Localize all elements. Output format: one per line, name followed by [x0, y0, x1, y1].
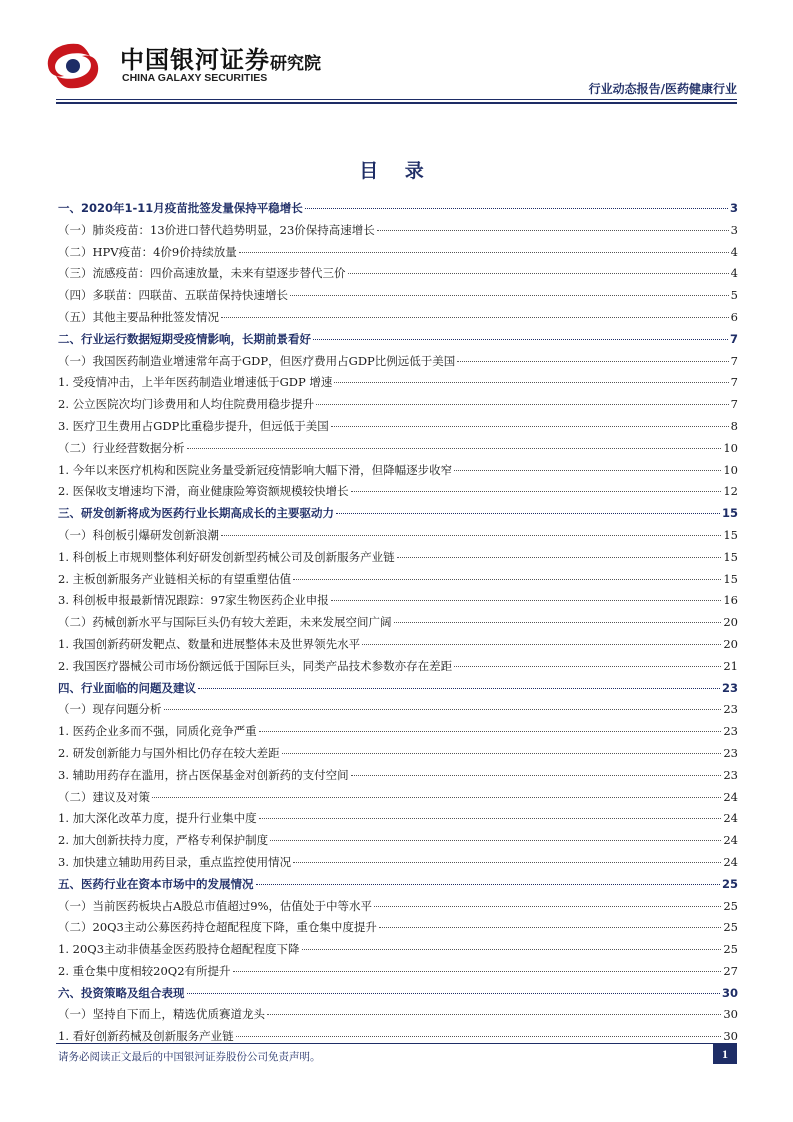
- toc-entry-page: 24: [723, 854, 738, 869]
- toc-entry-level-2[interactable]: [58, 699, 738, 721]
- toc-entry-level-2[interactable]: [58, 1004, 738, 1026]
- toc-entry-level-3[interactable]: [58, 852, 738, 874]
- header-divider-thick: [56, 102, 737, 104]
- toc-dot-leader: [282, 753, 722, 754]
- toc-dot-leader: [221, 535, 721, 536]
- toc-dot-leader: [334, 382, 728, 383]
- toc-dot-leader: [187, 993, 720, 994]
- toc-entry-page: 4: [730, 266, 738, 281]
- toc-entry-label: （一）坚持自下而上，精选优质赛道龙头: [58, 1007, 265, 1022]
- toc-entry-label: 2. 研发创新能力与国外相比仍存在较大差距: [58, 745, 280, 760]
- toc-entry-page: 20: [723, 615, 738, 630]
- toc-entry-label: （二）药械创新水平与国际巨头仍有较大差距，未来发展空间广阔: [58, 615, 392, 630]
- institute-name: 研究院: [270, 54, 321, 74]
- toc-entry-label: 2. 重仓集中度相较20Q2有所提升: [58, 963, 231, 978]
- toc-entry-page: 16: [723, 593, 738, 608]
- page-number: 1: [713, 1044, 737, 1064]
- toc-entry-level-2[interactable]: [58, 896, 738, 918]
- toc-entry-page: 20: [723, 636, 738, 651]
- toc-entry-page: 15: [723, 571, 738, 586]
- toc-entry-page: 24: [723, 789, 738, 804]
- toc-entry-page: 10: [723, 462, 738, 477]
- toc-entry-level-3[interactable]: [58, 721, 738, 743]
- brand-name-en: CHINA GALAXY SECURITIES: [122, 72, 268, 84]
- toc-entry-label: 2. 我国医疗器械公司市场份额远低于国际巨头，同类产品技术参数亦存在差距: [58, 658, 453, 673]
- toc-entry-page: 27: [723, 963, 738, 978]
- toc-entry-level-3[interactable]: [58, 460, 738, 482]
- toc-entry-page: 10: [723, 440, 738, 455]
- toc-dot-leader: [377, 230, 729, 231]
- toc-entry-label: （三）流感疫苗：四价高速放量，未来有望逐步替代三价: [58, 266, 346, 281]
- toc-entry-level-2[interactable]: [58, 787, 738, 809]
- toc-entry-level-1[interactable]: [58, 874, 738, 896]
- toc-entry-page: 23: [723, 724, 738, 739]
- toc-dot-leader: [164, 709, 722, 710]
- toc-entry-label: 五、医药行业在资本市场中的发展情况: [58, 876, 254, 891]
- toc-entry-label: （一）肺炎疫苗：13价进口替代趋势明显，23价保持高速增长: [58, 222, 375, 237]
- toc-entry-page: 23: [723, 702, 738, 717]
- toc-dot-leader: [351, 491, 722, 492]
- toc-entry-page: 15: [723, 527, 738, 542]
- toc-entry-page: 3: [730, 222, 738, 237]
- footer-disclaimer: 请务必阅读正文最后的中国银河证券股份公司免责声明。: [58, 1051, 321, 1063]
- toc-entry-page: 7: [730, 375, 738, 390]
- toc-dot-leader: [457, 361, 728, 362]
- toc-dot-leader: [259, 731, 722, 732]
- toc-entry-label: （四）多联苗：四联苗、五联苗保持快速增长: [58, 288, 288, 303]
- toc-dot-leader: [152, 797, 721, 798]
- toc-dot-leader: [362, 644, 721, 645]
- toc-entry-label: 1. 医药企业多而不强，同质化竞争严重: [58, 724, 257, 739]
- toc-entry-level-1[interactable]: [58, 198, 738, 220]
- toc-entry-level-2[interactable]: [58, 612, 738, 634]
- toc-dot-leader: [198, 688, 720, 689]
- toc-entry-page: 3: [729, 201, 738, 215]
- toc-entry-level-3[interactable]: [58, 394, 738, 416]
- toc-entry-label: （二）行业经营数据分析: [58, 440, 185, 455]
- toc-entry-label: 1. 今年以来医疗机构和医院业务量受新冠疫情影响大幅下滑，但降幅逐步收窄: [58, 462, 453, 477]
- toc-entry-page: 8: [730, 418, 738, 433]
- toc-dot-leader: [302, 949, 722, 950]
- toc-entry-label: 3. 加快建立辅助用药目录，重点监控使用情况: [58, 854, 292, 869]
- toc-entry-page: 4: [730, 244, 738, 259]
- toc-entry-level-3[interactable]: [58, 939, 738, 961]
- brand-name-cn: 中国银河证券: [120, 46, 270, 74]
- report-type-label: 行业动态报告/医药健康行业: [588, 82, 737, 96]
- toc-entry-level-3[interactable]: [58, 830, 738, 852]
- toc-dot-leader: [236, 1036, 722, 1037]
- toc-entry-page: 23: [723, 767, 738, 782]
- toc-entry-label: 1. 看好创新药械及创新服务产业链: [58, 1029, 234, 1044]
- toc-dot-leader: [374, 906, 721, 907]
- toc-entry-label: （二）HPV疫苗：4价9价持续放量: [58, 244, 237, 259]
- toc-dot-leader: [331, 426, 729, 427]
- toc-dot-leader: [233, 971, 722, 972]
- toc-entry-label: 一、2020年1-11月疫苗批签发量保持平稳增长: [58, 201, 303, 215]
- header-divider: [56, 99, 737, 100]
- toc-entry-level-3[interactable]: [58, 765, 738, 787]
- toc-entry-label: 二、行业运行数据短期受疫情影响，长期前景看好: [58, 331, 311, 346]
- toc-dot-leader: [221, 317, 729, 318]
- toc-entry-page: 30: [721, 985, 738, 1000]
- footer-divider: [56, 1043, 737, 1044]
- toc-entry-level-3[interactable]: [58, 808, 738, 830]
- toc-dot-leader: [267, 1014, 721, 1015]
- toc-entry-label: 2. 加大创新扶持力度，严格专利保护制度: [58, 833, 269, 848]
- toc-entry-page: 6: [730, 309, 738, 324]
- toc-entry-level-3[interactable]: [58, 656, 738, 678]
- toc-entry-label: （五）其他主要品种批签发情况: [58, 309, 219, 324]
- toc-entry-label: 六、投资策略及组合表现: [58, 985, 185, 1000]
- toc-dot-leader: [331, 600, 722, 601]
- toc-entry-page: 25: [723, 898, 738, 913]
- toc-entry-label: 3. 科创板申报最新情况跟踪：97家生物医药企业申报: [58, 593, 329, 608]
- toc-entry-level-2[interactable]: [58, 525, 738, 547]
- toc-dot-leader: [454, 666, 721, 667]
- toc-entry-level-3[interactable]: [58, 481, 738, 503]
- toc-entry-level-2[interactable]: [58, 242, 738, 264]
- toc-entry-level-2[interactable]: [58, 917, 738, 939]
- table-of-contents: [58, 198, 738, 1048]
- toc-entry-page: 24: [723, 811, 738, 826]
- toc-dot-leader: [293, 862, 721, 863]
- toc-dot-leader: [397, 557, 722, 558]
- toc-dot-leader: [270, 840, 721, 841]
- toc-entry-label: 1. 我国创新药研发靶点、数量和进展整体未及世界领先水平: [58, 636, 361, 651]
- toc-entry-page: 7: [730, 397, 738, 412]
- toc-dot-leader: [313, 339, 728, 340]
- toc-entry-level-1[interactable]: [58, 678, 738, 700]
- toc-entry-label: 1. 加大深化改革力度，提升行业集中度: [58, 811, 257, 826]
- toc-entry-level-3[interactable]: [58, 634, 738, 656]
- toc-dot-leader: [394, 622, 722, 623]
- toc-entry-label: 1. 20Q3主动非债基金医药股持仓超配程度下降: [58, 942, 300, 957]
- toc-entry-page: 5: [730, 288, 738, 303]
- toc-entry-label: 2. 主板创新服务产业链相关标的有望重塑估值: [58, 571, 292, 586]
- toc-entry-page: 12: [723, 484, 738, 499]
- toc-entry-level-1[interactable]: [58, 983, 738, 1005]
- toc-entry-page: 25: [723, 920, 738, 935]
- toc-entry-level-3[interactable]: [58, 1026, 738, 1048]
- toc-entry-label: （二）20Q3主动公募医药持仓超配程度下降，重仓集中度提升: [58, 920, 377, 935]
- toc-entry-page: 23: [721, 680, 738, 695]
- toc-entry-label: 2. 医保收支增速均下滑，商业健康险筹资额规模较快增长: [58, 484, 349, 499]
- toc-entry-label: 2. 公立医院次均门诊费用和人均住院费用稳步提升: [58, 397, 315, 412]
- toc-dot-leader: [259, 818, 722, 819]
- toc-dot-leader: [351, 775, 722, 776]
- toc-dot-leader: [187, 448, 722, 449]
- toc-entry-level-1[interactable]: [58, 329, 738, 351]
- toc-dot-leader: [305, 208, 728, 209]
- toc-entry-page: 23: [723, 745, 738, 760]
- toc-entry-level-3[interactable]: [58, 372, 738, 394]
- toc-dot-leader: [239, 252, 729, 253]
- toc-entry-level-2[interactable]: [58, 307, 738, 329]
- toc-entry-page: 24: [723, 833, 738, 848]
- toc-entry-label: 3. 医疗卫生费用占GDP比重稳步提升，但远低于美国: [58, 418, 329, 433]
- toc-dot-leader: [379, 927, 721, 928]
- toc-entry-label: 1. 受疫情冲击，上半年医药制造业增速低于GDP 增速: [58, 375, 333, 390]
- toc-dot-leader: [293, 579, 721, 580]
- toc-entry-label: 3. 辅助用药存在滥用，挤占医保基金对创新药的支付空间: [58, 767, 349, 782]
- toc-entry-label: （二）建议及对策: [58, 789, 150, 804]
- company-logo: [38, 36, 343, 94]
- toc-entry-label: 1. 科创板上市规则整体利好研发创新型药械公司及创新服务产业链: [58, 549, 395, 564]
- toc-dot-leader: [348, 273, 729, 274]
- toc-title: 目 录: [359, 160, 434, 182]
- toc-entry-page: 25: [723, 942, 738, 957]
- toc-entry-level-3[interactable]: [58, 961, 738, 983]
- toc-entry-level-3[interactable]: [58, 743, 738, 765]
- toc-entry-level-2[interactable]: [58, 351, 738, 373]
- toc-dot-leader: [454, 470, 721, 471]
- toc-dot-leader: [336, 513, 720, 514]
- toc-entry-page: 30: [723, 1029, 738, 1044]
- toc-entry-page: 30: [723, 1007, 738, 1022]
- toc-entry-level-2[interactable]: [58, 263, 738, 285]
- toc-entry-level-2[interactable]: [58, 220, 738, 242]
- galaxy-logo-icon: [38, 38, 108, 94]
- toc-entry-label: （一）我国医药制造业增速常年高于GDP，但医疗费用占GDP比例远低于美国: [58, 353, 456, 368]
- toc-entry-level-3[interactable]: [58, 569, 738, 591]
- toc-entry-level-1[interactable]: [58, 503, 738, 525]
- toc-entry-level-3[interactable]: [58, 547, 738, 569]
- toc-entry-page: 7: [730, 353, 738, 368]
- toc-entry-level-2[interactable]: [58, 285, 738, 307]
- toc-entry-label: （一）科创板引爆研发创新浪潮: [58, 527, 219, 542]
- toc-dot-leader: [256, 884, 720, 885]
- toc-dot-leader: [290, 295, 729, 296]
- toc-entry-label: （一）现存问题分析: [58, 702, 162, 717]
- toc-entry-level-3[interactable]: [58, 590, 738, 612]
- toc-entry-page: 25: [721, 876, 738, 891]
- toc-entry-page: 7: [729, 331, 738, 346]
- toc-entry-label: 三、研发创新将成为医药行业长期高成长的主要驱动力: [58, 506, 334, 521]
- toc-entry-label: （一）当前医药板块占A股总市值超过9%，估值处于中等水平: [58, 898, 373, 913]
- toc-entry-page: 15: [723, 549, 738, 564]
- toc-entry-level-3[interactable]: [58, 416, 738, 438]
- toc-entry-label: 四、行业面临的问题及建议: [58, 680, 196, 695]
- toc-dot-leader: [316, 404, 729, 405]
- toc-entry-level-2[interactable]: [58, 438, 738, 460]
- toc-entry-page: 21: [723, 658, 738, 673]
- toc-entry-page: 15: [721, 506, 738, 521]
